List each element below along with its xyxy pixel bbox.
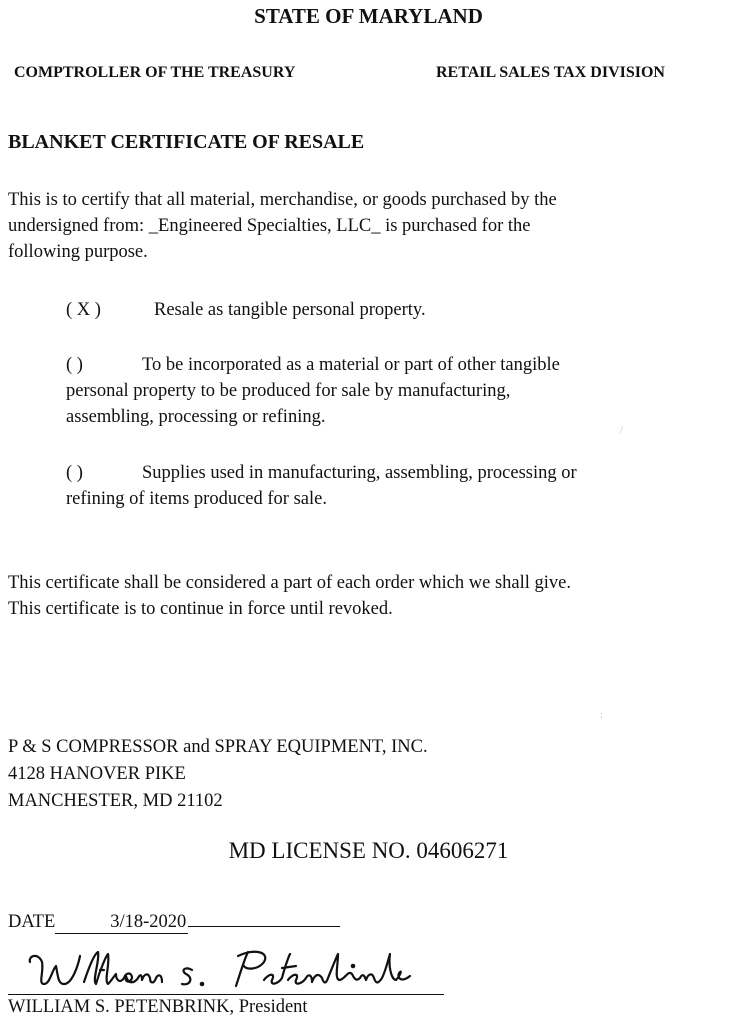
- state-title: STATE OF MARYLAND: [254, 4, 483, 28]
- company-name: P & S COMPRESSOR and SPRAY EQUIPMENT, INC.: [8, 737, 428, 757]
- option-incorporated: [66, 352, 560, 430]
- date-blank-line: [188, 926, 340, 927]
- option-text: Supplies used in manufacturing, assembling, processing or: [142, 463, 577, 483]
- intro-paragraph: [8, 187, 557, 265]
- option-text: personal property to be produced for sale by manufacturing,: [66, 381, 511, 401]
- handwritten-signature: [8, 940, 448, 996]
- certificate-title: BLANKET CERTIFICATE OF RESALE: [8, 131, 365, 153]
- option-supplies: [66, 460, 577, 512]
- option-checkbox: ( ): [66, 355, 83, 375]
- terms-line: This certificate shall be considered a part of each order which we shall give.: [8, 573, 571, 593]
- license-number: MD LICENSE NO. 04606271: [228, 838, 509, 863]
- option-checkbox-marked: ( X ): [66, 300, 101, 320]
- signature-drawing: [8, 940, 448, 996]
- intro-line: undersigned from: _Engineered Specialties, LLC_ is purchased for the: [8, 216, 531, 236]
- date-label: DATE: [8, 912, 56, 932]
- option-text: assembling, processing or refining.: [66, 407, 326, 427]
- option-text: refining of items produced for sale.: [66, 489, 327, 509]
- company-city: MANCHESTER, MD 21102: [8, 791, 223, 811]
- terms-paragraph: [8, 570, 571, 622]
- scan-speck: :: [600, 710, 603, 721]
- scan-speck: /: [620, 425, 623, 436]
- signature-line: [8, 994, 444, 995]
- company-address: [8, 734, 428, 815]
- comptroller-header: COMPTROLLER OF THE TREASURY: [14, 64, 296, 81]
- intro-line: following purpose.: [8, 242, 148, 262]
- company-street: 4128 HANOVER PIKE: [8, 764, 186, 784]
- intro-line: This is to certify that all material, merchandise, or goods purchased by the: [8, 190, 557, 210]
- option-text: To be incorporated as a material or part of other tangible: [142, 355, 560, 375]
- date-line: [8, 912, 340, 934]
- division-header: RETAIL SALES TAX DIVISION: [436, 64, 665, 81]
- date-value: 3/18-2020: [55, 912, 188, 934]
- signer-name: WILLIAM S. PETENBRINK, President: [8, 997, 308, 1017]
- option-resale: [66, 297, 426, 323]
- terms-line: This certificate is to continue in force until revoked.: [8, 599, 393, 619]
- option-checkbox: ( ): [66, 463, 83, 483]
- option-text: Resale as tangible personal property.: [154, 300, 426, 320]
